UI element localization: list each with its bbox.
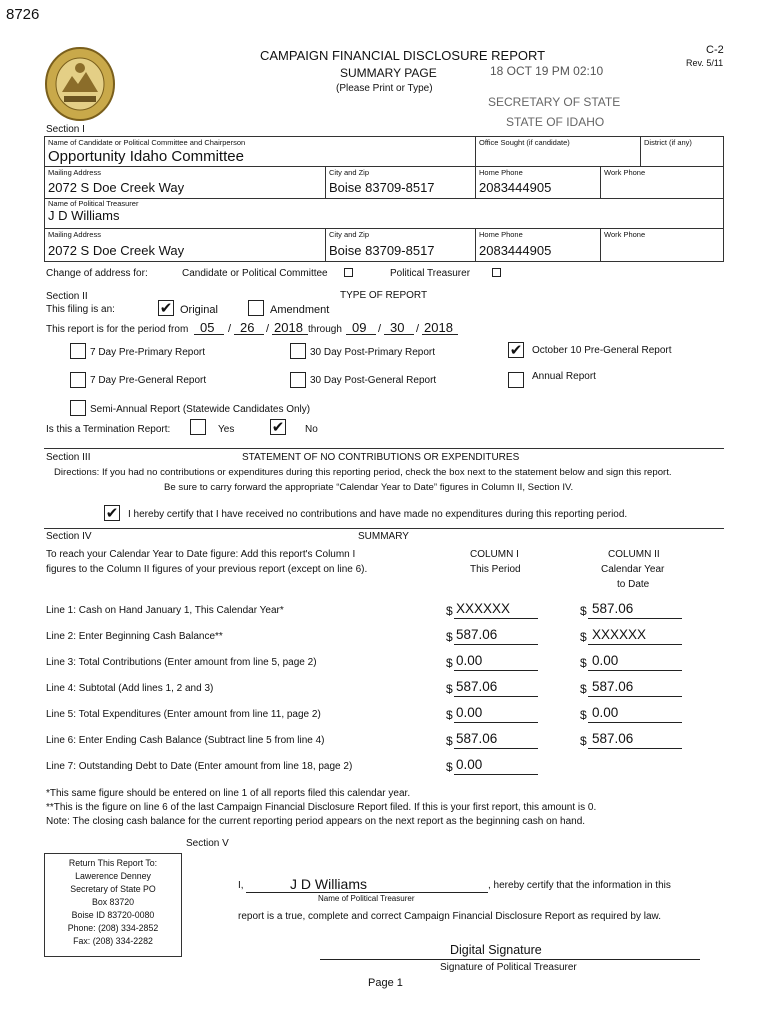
form-revision: Rev. 5/11: [686, 58, 724, 68]
termination-no-checkbox[interactable]: ✔: [271, 418, 285, 436]
from-month-field[interactable]: 05: [200, 320, 215, 335]
column-1-value-field[interactable]: 587.06: [456, 731, 498, 746]
return-line: Phone: (208) 334-2852: [67, 923, 159, 933]
home-phone-label: Home Phone: [479, 168, 523, 177]
column-1-heading: COLUMN I: [470, 549, 519, 560]
directions-line-2: Be sure to carry forward the appropriate “Calendar Year to Date” figures in Column II, Section IV.: [164, 482, 574, 493]
stamp-datetime: 18 OCT 19 PM 02:10: [490, 64, 604, 78]
30day-post-general-checkbox[interactable]: [290, 372, 306, 388]
date-separator: /: [416, 323, 420, 335]
treasurer-name-field[interactable]: J D Williams: [48, 208, 120, 223]
currency-symbol: $: [580, 604, 587, 618]
column-2-underline: [588, 696, 682, 697]
column-1-value-field[interactable]: XXXXXX: [456, 601, 511, 616]
date-separator: /: [266, 323, 270, 335]
30day-post-primary-label: 30 Day Post-Primary Report: [310, 347, 436, 358]
section-3-label: Section III: [46, 452, 91, 463]
30day-post-general-label: 30 Day Post-General Report: [310, 375, 437, 386]
treasurer-work-phone-label: Work Phone: [604, 230, 646, 239]
column-1-underline: [454, 644, 538, 645]
from-year-field[interactable]: 2018: [274, 320, 303, 335]
signature-caption: Signature of Political Treasurer: [440, 962, 577, 973]
column-1-underline: [454, 618, 538, 619]
print-instruction: (Please Print or Type): [336, 83, 433, 94]
return-line: Secretary of State PO: [70, 884, 156, 894]
filing-label: This filing is an:: [46, 304, 115, 315]
currency-symbol: $: [580, 734, 587, 748]
column-1-value-field[interactable]: 0.00: [456, 653, 483, 668]
column-2-subheading-2: to Date: [617, 579, 650, 590]
report-subtitle: SUMMARY PAGE: [340, 66, 437, 80]
semi-annual-label: Semi-Annual Report (Statewide Candidates Only): [90, 404, 311, 415]
date-separator: /: [378, 323, 382, 335]
treasurer-mailing-field[interactable]: 2072 S Doe Creek Way: [48, 243, 185, 258]
currency-symbol: $: [580, 630, 587, 644]
signature-field[interactable]: Digital Signature: [450, 943, 542, 957]
name-label: Name of Candidate or Political Committee and Chairperson: [48, 138, 246, 147]
return-line: Fax: (208) 334-2282: [73, 936, 153, 946]
treasurer-home-phone-label: Home Phone: [479, 230, 523, 239]
office-sought-label: Office Sought (if candidate): [479, 138, 570, 147]
original-label: Original: [180, 304, 218, 316]
date-separator: /: [228, 323, 232, 335]
return-title: Return This Report To:: [68, 858, 158, 868]
change-treasurer-checkbox[interactable]: [492, 268, 501, 277]
district-label: District (if any): [644, 138, 692, 147]
summary-line-label: Line 7: Outstanding Debt to Date (Enter amount from line 18, page 2): [46, 761, 353, 772]
treasurer-signature-name-field[interactable]: J D Williams: [290, 876, 367, 892]
summary-intro-2: figures to the Column II figures of your previous report (except on line 6).: [46, 564, 368, 575]
certify-text-1: , hereby certify that the information in this: [488, 880, 671, 891]
treasurer-name-caption: Name of Political Treasurer: [318, 894, 415, 903]
treasurer-city-label: City and Zip: [329, 230, 370, 239]
column-2-value-field[interactable]: 0.00: [592, 705, 619, 720]
mailing-address-label: Mailing Address: [48, 168, 101, 177]
change-candidate-checkbox[interactable]: [344, 268, 353, 277]
treasurer-mailing-label: Mailing Address: [48, 230, 101, 239]
summary-heading: SUMMARY: [358, 531, 409, 542]
original-checkbox[interactable]: ✔: [159, 299, 173, 317]
amendment-label: Amendment: [270, 304, 330, 316]
column-1-underline: [454, 748, 538, 749]
section-2-label: Section II: [46, 291, 88, 302]
form-code: C-2: [706, 44, 724, 56]
column-1-value-field[interactable]: 0.00: [456, 705, 483, 720]
to-year-field[interactable]: 2018: [424, 320, 453, 335]
summary-line-label: Line 2: Enter Beginning Cash Balance**: [46, 631, 223, 642]
currency-symbol: $: [446, 682, 453, 696]
column-1-underline: [454, 722, 538, 723]
currency-symbol: $: [580, 682, 587, 696]
currency-symbol: $: [446, 760, 453, 774]
page-number: Page 1: [368, 977, 403, 989]
work-phone-label: Work Phone: [604, 168, 646, 177]
no-contributions-checkbox[interactable]: ✔: [105, 504, 119, 522]
currency-symbol: $: [446, 630, 453, 644]
note-3: Note: The closing cash balance for the current reporting period appears on the next report as the beginning cash on hand.: [46, 816, 586, 827]
column-2-underline: [588, 618, 682, 619]
currency-symbol: $: [446, 734, 453, 748]
summary-line-label: Line 3: Total Contributions (Enter amount from line 5, page 2): [46, 657, 317, 668]
column-1-underline: [454, 696, 538, 697]
document-number: 8726: [6, 6, 40, 23]
column-1-value-field[interactable]: 0.00: [456, 757, 483, 772]
7day-pre-primary-checkbox[interactable]: [70, 343, 86, 359]
column-1-value-field[interactable]: 587.06: [456, 679, 498, 694]
currency-symbol: $: [580, 708, 587, 722]
no-contributions-certify: I hereby certify that I have received no contributions and have made no expenditures during this reporting period.: [128, 509, 628, 520]
treasurer-label: Name of Political Treasurer: [48, 199, 139, 208]
currency-symbol: $: [580, 656, 587, 670]
termination-label: Is this a Termination Report:: [46, 424, 171, 435]
city-zip-label: City and Zip: [329, 168, 370, 177]
section-5-label: Section V: [186, 838, 229, 849]
column-2-underline: [588, 748, 682, 749]
summary-line-label: Line 6: Enter Ending Cash Balance (Subtract line 5 from line 4): [46, 735, 325, 746]
note-1: *This same figure should be entered on line 1 of all reports filed this calendar year.: [46, 788, 411, 799]
from-day-field[interactable]: 26: [240, 320, 255, 335]
column-1-subheading: This Period: [470, 564, 521, 575]
no-contributions-heading: STATEMENT OF NO CONTRIBUTIONS OR EXPENDITURES: [242, 452, 520, 463]
return-line: Lawerence Denney: [75, 871, 151, 881]
summary-line-label: Line 1: Cash on Hand January 1, This Calendar Year*: [46, 605, 284, 616]
change-treasurer-label: Political Treasurer: [390, 268, 471, 279]
section-4-label: Section IV: [46, 531, 92, 542]
home-phone-field[interactable]: 2083444905: [479, 180, 552, 195]
column-2-underline: [588, 644, 682, 645]
period-label: This report is for the period from: [46, 324, 189, 335]
type-of-report-heading: TYPE OF REPORT: [340, 290, 428, 301]
change-address-label: Change of address for:: [46, 268, 148, 279]
city-zip-field[interactable]: Boise 83709-8517: [329, 180, 435, 195]
note-2: **This is the figure on line 6 of the last Campaign Financial Disclosure Report filed. If this is your first report, this amount is 0.: [46, 802, 597, 813]
change-candidate-label: Candidate or Political Committee: [182, 268, 328, 279]
return-line: Box 83720: [91, 897, 135, 907]
termination-no-label: No: [305, 424, 318, 435]
stamp-state: STATE OF IDAHO: [506, 115, 605, 129]
column-2-underline: [588, 670, 682, 671]
30day-post-primary-checkbox[interactable]: [290, 343, 306, 359]
termination-yes-label: Yes: [218, 424, 235, 435]
column-2-value-field[interactable]: 587.06: [592, 601, 634, 616]
column-2-value-field[interactable]: XXXXXX: [592, 627, 647, 642]
column-1-underline: [454, 670, 538, 671]
column-2-value-field[interactable]: 587.06: [592, 731, 634, 746]
7day-pre-general-checkbox[interactable]: [70, 372, 86, 388]
through-label: through: [308, 324, 342, 335]
termination-yes-checkbox[interactable]: [190, 419, 206, 435]
column-1-underline: [454, 774, 538, 775]
to-month-field[interactable]: 09: [352, 320, 367, 335]
7day-pre-general-label: 7 Day Pre-General Report: [90, 375, 207, 386]
summary-line-label: Line 4: Subtotal (Add lines 1, 2 and 3): [46, 683, 214, 694]
oct10-pre-general-label: October 10 Pre-General Report: [532, 345, 672, 356]
return-address-box: [44, 853, 182, 957]
to-day-field[interactable]: 30: [390, 320, 405, 335]
section-1-label: Section I: [46, 124, 85, 135]
column-2-heading: COLUMN II: [608, 549, 660, 560]
directions-line-1: Directions: If you had no contributions or expenditures during this reporting period, check the box next to the statement below and sign this report.: [54, 467, 672, 478]
treasurer-home-phone-field[interactable]: 2083444905: [479, 243, 552, 258]
treasurer-city-field[interactable]: Boise 83709-8517: [329, 243, 435, 258]
column-2-value-field[interactable]: 0.00: [592, 653, 619, 668]
7day-pre-primary-label: 7 Day Pre-Primary Report: [90, 347, 206, 358]
return-line: Boise ID 83720-0080: [71, 910, 155, 920]
committee-name-field[interactable]: Opportunity Idaho Committee: [48, 148, 244, 165]
annual-report-checkbox[interactable]: [508, 372, 524, 388]
oct10-pre-general-checkbox[interactable]: ✔: [509, 341, 523, 359]
summary-line-label: Line 5: Total Expenditures (Enter amount from line 11, page 2): [46, 709, 321, 720]
report-title: CAMPAIGN FINANCIAL DISCLOSURE REPORT: [260, 48, 546, 63]
amendment-checkbox[interactable]: [248, 300, 264, 316]
annual-report-label: Annual Report: [532, 371, 596, 382]
currency-symbol: $: [446, 708, 453, 722]
certify-i: I,: [238, 880, 244, 891]
column-1-value-field[interactable]: 587.06: [456, 627, 498, 642]
currency-symbol: $: [446, 656, 453, 670]
column-2-underline: [588, 722, 682, 723]
column-2-value-field[interactable]: 587.06: [592, 679, 634, 694]
mailing-address-field[interactable]: 2072 S Doe Creek Way: [48, 180, 185, 195]
currency-symbol: $: [446, 604, 453, 618]
semi-annual-checkbox[interactable]: [70, 400, 86, 416]
state-seal-icon: [44, 46, 116, 122]
certify-text-2: report is a true, complete and correct Campaign Financial Disclosure Report as required by law.: [238, 911, 661, 922]
stamp-office: SECRETARY OF STATE: [488, 95, 621, 109]
column-2-subheading: Calendar Year: [601, 564, 665, 575]
summary-intro-1: To reach your Calendar Year to Date figure: Add this report's Column I: [46, 549, 356, 560]
